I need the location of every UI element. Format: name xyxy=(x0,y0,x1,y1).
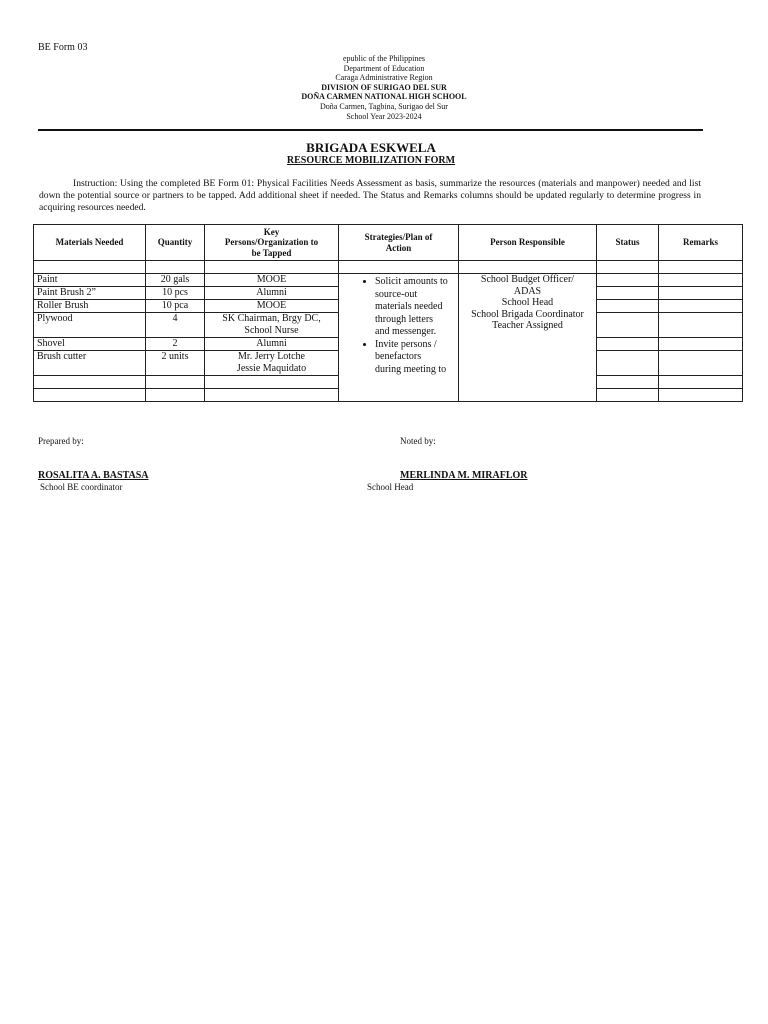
material-cell: Roller Brush xyxy=(34,300,146,313)
strategy-line: through letters xyxy=(375,313,434,325)
strategies-list xyxy=(342,274,455,376)
key-person-line: Mr. Jerry Lotche xyxy=(238,351,305,362)
letterhead-school: DOÑA CARMEN NATIONAL HIGH SCHOOL xyxy=(301,92,467,102)
noted-by-position: School Head xyxy=(367,482,414,492)
key-person-cell: MOOE xyxy=(205,274,339,287)
material-cell: Shovel xyxy=(34,338,146,351)
strategy-item xyxy=(375,276,455,339)
person-line: School Brigada Coordinator xyxy=(471,308,584,320)
material-cell: Paint xyxy=(34,274,146,287)
status-cell xyxy=(597,351,659,376)
header-status: Status xyxy=(597,225,659,261)
prepared-by-name: ROSALITA A. BASTASA xyxy=(38,470,149,481)
letterhead-republic: epublic of the Philippines xyxy=(343,54,425,63)
key-person-line: Jessie Maquidato xyxy=(236,362,307,374)
letterhead-department: Department of Education xyxy=(343,63,425,73)
remarks-cell xyxy=(659,287,743,300)
table-spacer-row xyxy=(34,261,743,274)
quantity-cell: 10 pca xyxy=(146,300,205,313)
remarks-cell xyxy=(659,274,743,287)
noted-by-label: Noted by: xyxy=(400,436,436,446)
quantity-cell: 4 xyxy=(146,313,205,338)
remarks-cell xyxy=(659,300,743,313)
instruction-text: Instruction: Using the completed BE Form 01: Physical Facilities Needs Assessment as basis, summarize the resources (materials and manpower) needed and list down the potential source or partners to be tapped. Add additional sheet if needed. The Status and Remarks columns should be updated regularly to determine progress in acquiring resources needed. xyxy=(39,178,701,213)
header-strategies xyxy=(339,225,459,261)
strategy-line: • Solicit amounts to xyxy=(375,276,448,287)
person-line: School Budget Officer/ xyxy=(480,274,575,285)
header-materials: Materials Needed xyxy=(34,225,146,261)
letterhead-address: Doña Carmen, Tagbina, Surigao del Sur xyxy=(320,101,448,111)
header-quantity: Quantity xyxy=(146,225,205,261)
table-cell xyxy=(205,261,339,274)
quantity-cell xyxy=(146,376,205,389)
noted-by-name: MERLINDA M. MIRAFLOR xyxy=(400,470,528,481)
quantity-cell: 2 units xyxy=(146,351,205,376)
prepared-by-position: School BE coordinator xyxy=(40,482,123,492)
person-line: School Head xyxy=(501,297,554,308)
table-row xyxy=(34,274,743,287)
header-key-persons xyxy=(205,225,339,261)
header-strategies-line1: Strategies/Plan of xyxy=(364,232,433,242)
key-person-cell: Alumni xyxy=(205,338,339,351)
status-cell xyxy=(597,300,659,313)
quantity-cell: 20 gals xyxy=(146,274,205,287)
table-cell xyxy=(597,261,659,274)
form-code: BE Form 03 xyxy=(38,42,88,53)
letterhead-school-year: School Year 2023-2024 xyxy=(346,111,422,121)
key-person-line: SK Chairman, Brgy DC, xyxy=(222,313,321,324)
table-cell xyxy=(339,261,459,274)
material-cell xyxy=(34,389,146,402)
table-cell xyxy=(34,261,146,274)
table-cell xyxy=(459,261,597,274)
table-cell xyxy=(146,261,205,274)
key-person-line: School Nurse xyxy=(244,324,299,336)
strategy-line: and messenger. xyxy=(375,326,437,337)
key-person-cell xyxy=(205,313,339,338)
remarks-cell xyxy=(659,376,743,389)
letterhead xyxy=(0,54,768,121)
status-cell xyxy=(597,313,659,338)
material-cell: Paint Brush 2” xyxy=(34,287,146,300)
header-person-responsible: Person Responsible xyxy=(459,225,597,261)
status-cell xyxy=(597,274,659,287)
key-person-cell: MOOE xyxy=(205,300,339,313)
material-cell: Brush cutter xyxy=(34,351,146,376)
status-cell xyxy=(597,338,659,351)
strategy-line: materials needed xyxy=(375,301,443,312)
quantity-cell: 10 pcs xyxy=(146,287,205,300)
strategy-line: • Invite persons / xyxy=(375,338,437,350)
form-title: BRIGADA ESKWELA xyxy=(306,140,436,155)
remarks-cell xyxy=(659,313,743,338)
key-person-cell: Alumni xyxy=(205,287,339,300)
key-person-cell xyxy=(205,351,339,376)
status-cell xyxy=(597,287,659,300)
material-cell xyxy=(34,376,146,389)
prepared-by-label: Prepared by: xyxy=(38,436,84,446)
resource-table xyxy=(33,224,743,402)
remarks-cell xyxy=(659,351,743,376)
table-header-row xyxy=(34,225,743,261)
header-key-line3: be Tapped xyxy=(251,247,292,258)
header-strategies-line2: Action xyxy=(385,242,412,253)
header-divider xyxy=(38,129,703,131)
status-cell xyxy=(597,389,659,402)
key-person-cell xyxy=(205,389,339,402)
person-line: Teacher Assigned xyxy=(492,320,563,331)
letterhead-region: Caraga Administrative Region xyxy=(335,73,433,83)
status-cell xyxy=(597,376,659,389)
key-person-cell xyxy=(205,376,339,389)
remarks-cell xyxy=(659,389,743,402)
strategies-cell xyxy=(339,274,459,402)
header-key-line1: Key xyxy=(263,226,280,237)
strategy-line: during meeting to xyxy=(375,363,447,375)
quantity-cell xyxy=(146,389,205,402)
form-subtitle: RESOURCE MOBILIZATION FORM xyxy=(286,155,456,166)
header-remarks: Remarks xyxy=(659,225,743,261)
remarks-cell xyxy=(659,338,743,351)
strategy-line: benefactors xyxy=(375,351,422,362)
table-cell xyxy=(659,261,743,274)
person-line: ADAS xyxy=(513,285,542,297)
quantity-cell: 2 xyxy=(146,338,205,351)
strategy-line: source-out xyxy=(375,288,418,300)
letterhead-division: DIVISION OF SURIGAO DEL SUR xyxy=(321,82,447,92)
material-cell: Plywood xyxy=(34,313,146,338)
person-responsible-cell xyxy=(459,274,597,402)
header-key-line2: Persons/Organization to xyxy=(224,237,319,248)
strategy-item xyxy=(375,339,455,377)
